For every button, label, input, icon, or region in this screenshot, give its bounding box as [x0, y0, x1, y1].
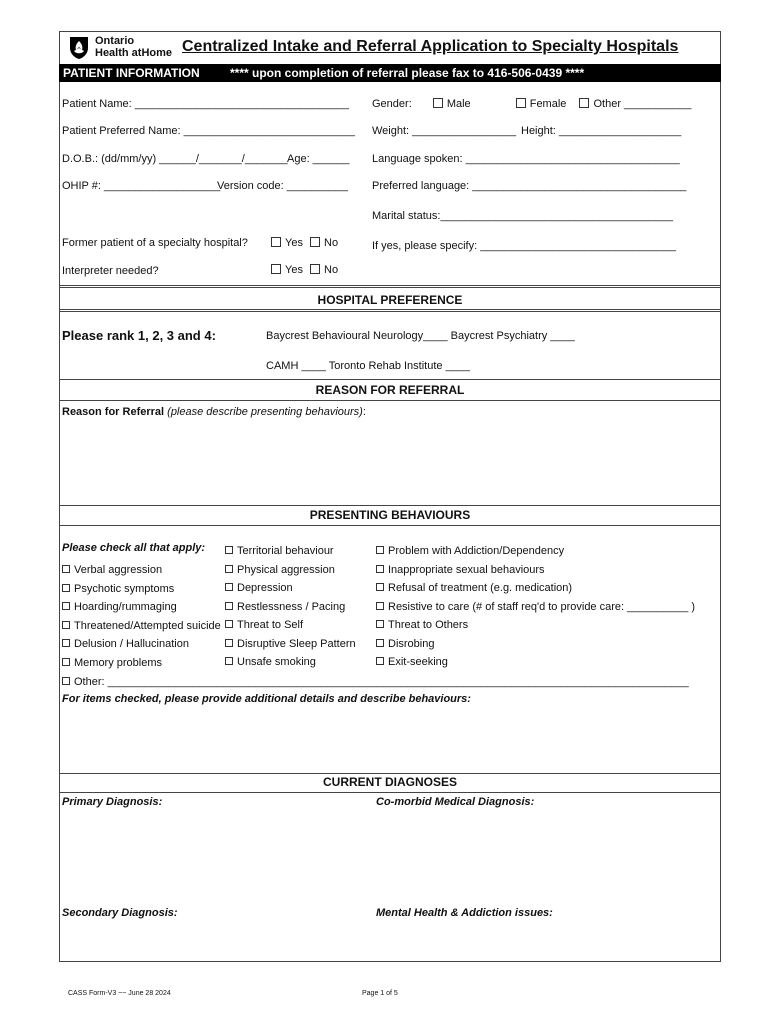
behaviour-checkbox[interactable] — [225, 657, 233, 665]
behaviour-label: Disrobing — [388, 637, 435, 650]
behaviour-column-3 — [376, 542, 695, 672]
behaviour-checkbox[interactable] — [225, 583, 233, 591]
other-behaviour-row[interactable] — [62, 676, 689, 688]
specify-field[interactable]: If yes, please specify: ________________________________ — [372, 240, 676, 252]
preferred-language-field[interactable]: Preferred language: ___________________________________ — [372, 180, 687, 192]
behaviour-label: Depression — [237, 582, 293, 594]
behaviour-item[interactable] — [225, 635, 356, 654]
behaviour-label: Resistive to care (# of staff req'd to provide care: __________ ) — [388, 600, 696, 613]
behaviour-checkbox[interactable] — [62, 621, 70, 629]
page-title: Centralized Intake and Referral Application to Specialty Hospitals — [182, 38, 679, 55]
page-number: Page 1 of 5 — [362, 990, 398, 997]
behaviour-checkbox[interactable] — [62, 658, 70, 666]
rank-instruction: Please rank 1, 2, 3 and 4: — [62, 328, 216, 343]
gender-label: Gender: — [372, 98, 412, 110]
language-spoken-field[interactable]: Language spoken: ___________________________________ — [372, 153, 680, 165]
hospital-preference-heading: HOSPITAL PREFERENCE — [317, 293, 463, 307]
dob-field[interactable]: D.O.B.: (dd/mm/yy) ______/_______/_______ — [62, 153, 288, 165]
behaviour-checkbox[interactable] — [376, 639, 384, 647]
logo-text — [95, 35, 172, 59]
interpreter-label: Interpreter needed? — [62, 265, 159, 277]
reason-for-referral-heading: REASON FOR REFERRAL — [315, 383, 465, 397]
ontario-trillium-logo-icon — [69, 36, 89, 60]
gender-row — [372, 98, 691, 110]
patient-info-heading: PATIENT INFORMATION — [63, 66, 200, 80]
behaviour-label: Delusion / Hallucination — [74, 638, 189, 650]
secondary-diagnosis-label: Secondary Diagnosis: — [62, 907, 178, 919]
behaviour-item[interactable] — [376, 616, 695, 635]
interpreter-no-checkbox[interactable] — [310, 264, 320, 274]
behaviour-item[interactable] — [62, 580, 221, 599]
age-field[interactable]: Age: ______ — [287, 153, 350, 165]
behaviour-item[interactable] — [376, 579, 695, 598]
check-all-instruction: Please check all that apply: — [62, 542, 206, 554]
former-patient-label: Former patient of a specialty hospital? — [62, 237, 248, 249]
behaviour-label: Refusal of treatment (e.g. medication) — [388, 582, 573, 594]
behaviour-checkbox[interactable] — [225, 602, 233, 610]
other-gender-field[interactable]: Other ___________ — [593, 98, 692, 110]
former-yes-label: Yes — [285, 237, 303, 249]
behaviour-label: Problem with Addiction/Dependency — [388, 545, 565, 557]
behaviour-checkbox[interactable] — [225, 639, 233, 647]
divider — [59, 400, 721, 401]
female-label: Female — [529, 98, 567, 110]
weight-field[interactable]: Weight: _________________ — [372, 125, 517, 137]
other-behaviour-checkbox[interactable] — [62, 677, 70, 685]
interpreter-options — [271, 264, 338, 276]
behaviour-checkbox[interactable] — [376, 657, 384, 665]
behaviour-item[interactable] — [225, 579, 356, 598]
behaviour-item[interactable] — [62, 598, 221, 617]
male-checkbox[interactable] — [433, 98, 443, 108]
ohip-field[interactable]: OHIP #: ___________________ — [62, 180, 221, 192]
behaviour-checkbox[interactable] — [376, 620, 384, 628]
divider — [59, 525, 721, 526]
current-diagnoses-heading: CURRENT DIAGNOSES — [322, 775, 457, 789]
behaviour-item[interactable] — [376, 542, 695, 561]
former-no-checkbox[interactable] — [310, 237, 320, 247]
fax-notice: **** upon completion of referral please fax to 416-506-0439 **** — [230, 66, 585, 80]
behaviour-column-1 — [62, 561, 221, 672]
other-gender-checkbox[interactable] — [579, 98, 589, 108]
behaviour-column-2 — [225, 542, 356, 672]
divider — [59, 285, 721, 288]
behaviour-checkbox[interactable] — [376, 602, 384, 610]
marital-status-field[interactable]: Marital status:______________________________________ — [372, 210, 673, 222]
former-patient-options — [271, 237, 338, 249]
hospital-rank-line-1[interactable]: Baycrest Behavioural Neurology____ Baycrest Psychiatry ____ — [266, 330, 575, 342]
behaviour-checkbox[interactable] — [62, 602, 70, 610]
behaviour-item[interactable] — [225, 561, 356, 580]
behaviour-item[interactable] — [62, 617, 221, 636]
primary-diagnosis-label: Primary Diagnosis: — [62, 796, 163, 808]
logo-line-2: Health atHome — [95, 47, 173, 59]
interpreter-no-label: No — [324, 264, 339, 276]
behaviour-item[interactable] — [62, 635, 221, 654]
behaviour-item[interactable] — [376, 598, 695, 617]
behaviour-checkbox[interactable] — [225, 546, 233, 554]
height-field[interactable]: Height: ____________________ — [521, 125, 682, 137]
form-version: CASS Form-V3 ~~ June 28 2024 — [68, 990, 171, 997]
former-no-label: No — [324, 237, 339, 249]
presenting-behaviours-heading: PRESENTING BEHAVIOURS — [309, 508, 471, 522]
behaviour-item[interactable] — [376, 635, 695, 654]
male-label: Male — [446, 98, 471, 110]
behaviour-label: Territorial behaviour — [237, 545, 334, 557]
behaviour-label: Unsafe smoking — [237, 656, 316, 668]
behaviour-checkbox[interactable] — [225, 565, 233, 573]
behaviour-label: Threat to Self — [237, 619, 304, 631]
details-instruction: For items checked, please provide additional details and describe behaviours: — [62, 693, 471, 705]
patient-name-field[interactable]: Patient Name: ___________________________________ — [62, 98, 349, 110]
behaviour-label: Threatened/Attempted suicide — [74, 619, 221, 632]
interpreter-yes-checkbox[interactable] — [271, 264, 281, 274]
behaviour-checkbox[interactable] — [62, 639, 70, 647]
behaviour-label: Psychotic symptoms — [74, 582, 175, 595]
behaviour-item[interactable] — [376, 561, 695, 580]
behaviour-item[interactable] — [225, 542, 356, 561]
other-behaviour-field[interactable]: Other: _______________________________________________________________________________________________ — [74, 676, 689, 688]
behaviour-item[interactable] — [225, 653, 356, 672]
reason-colon: : — [362, 406, 366, 418]
behaviour-checkbox[interactable] — [62, 584, 70, 592]
patient-preferred-name-field[interactable]: Patient Preferred Name: ____________________________ — [62, 125, 355, 137]
divider — [59, 792, 721, 793]
mental-health-label: Mental Health & Addiction issues: — [376, 907, 553, 919]
divider — [59, 773, 721, 774]
female-checkbox[interactable] — [516, 98, 526, 108]
behaviour-label: Exit-seeking — [388, 656, 448, 668]
behaviour-checkbox[interactable] — [62, 565, 70, 573]
behaviour-label: Disruptive Sleep Pattern — [237, 637, 356, 650]
behaviour-item[interactable] — [225, 598, 356, 617]
behaviour-label: Memory problems — [74, 656, 163, 669]
behaviour-checkbox[interactable] — [376, 565, 384, 573]
hospital-rank-line-2[interactable]: CAMH ____ Toronto Rehab Institute ____ — [266, 360, 471, 372]
reason-hint: (please describe presenting behaviours) — [167, 406, 363, 418]
behaviour-label: Threat to Others — [388, 619, 469, 631]
version-code-field[interactable]: Version code: __________ — [217, 180, 348, 192]
divider — [59, 309, 721, 312]
reason-label — [62, 406, 366, 418]
reason-text-area[interactable] — [62, 420, 717, 502]
behaviour-checkbox[interactable] — [376, 583, 384, 591]
comorbid-diagnosis-label: Co-morbid Medical Diagnosis: — [376, 796, 535, 808]
behaviour-label: Hoarding/rummaging — [74, 601, 177, 613]
divider — [59, 505, 721, 506]
former-yes-checkbox[interactable] — [271, 237, 281, 247]
behaviour-item[interactable] — [376, 653, 695, 672]
behaviour-checkbox[interactable] — [376, 546, 384, 554]
reason-label-text: Reason for Referral — [62, 406, 165, 418]
logo-line-1: Ontario — [95, 35, 135, 47]
behaviour-item[interactable] — [62, 561, 221, 580]
divider — [59, 379, 721, 380]
behaviour-label: Verbal aggression — [74, 564, 163, 576]
behaviour-label: Physical aggression — [237, 563, 335, 576]
behaviour-label: Restlessness / Pacing — [237, 600, 346, 613]
behaviour-item[interactable] — [62, 654, 221, 673]
behaviour-checkbox[interactable] — [225, 620, 233, 628]
interpreter-yes-label: Yes — [285, 264, 303, 276]
behaviour-item[interactable] — [225, 616, 356, 635]
behaviour-label: Inappropriate sexual behaviours — [388, 563, 545, 576]
details-text-area[interactable] — [62, 708, 717, 770]
